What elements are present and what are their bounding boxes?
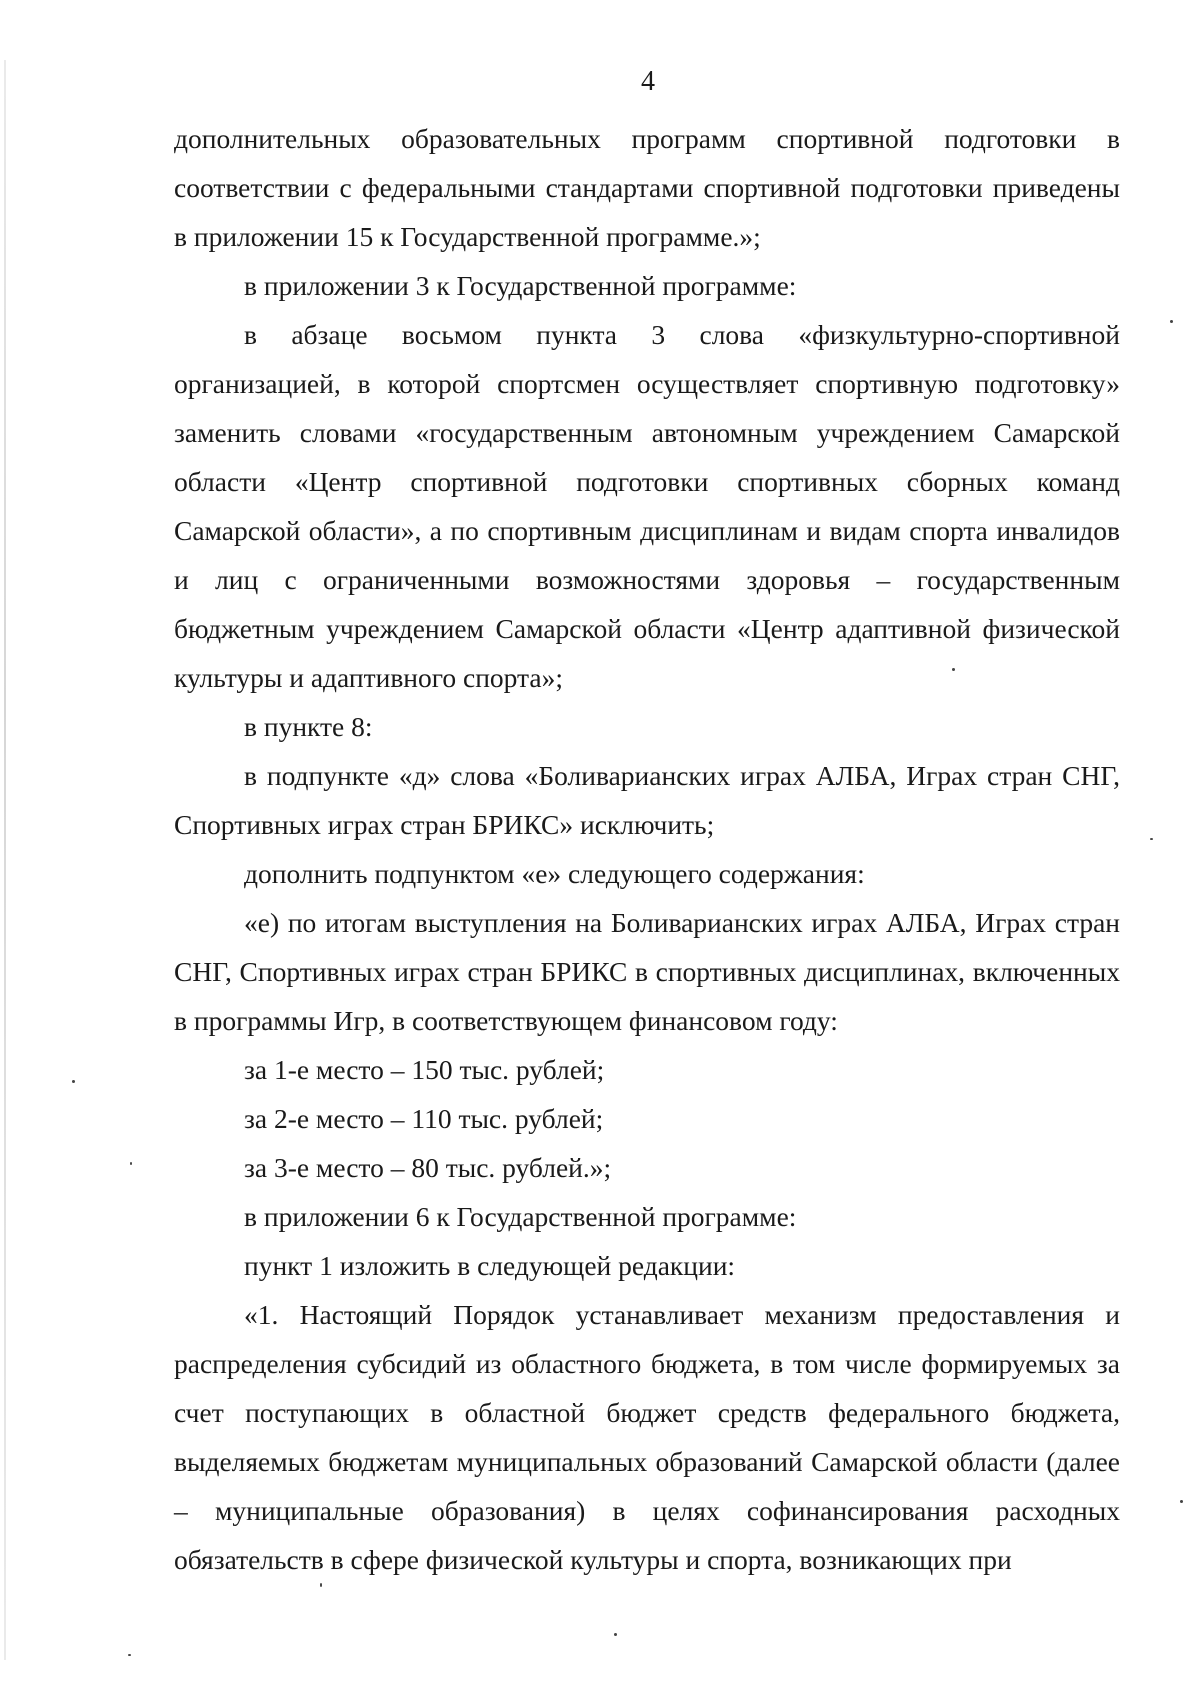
paragraph: за 2-е место – 110 тыс. рублей;	[244, 1103, 604, 1134]
scan-speck	[320, 1583, 322, 1587]
scan-speck	[952, 668, 955, 671]
paragraph: пункт 1 изложить в следующей редакции:	[244, 1250, 736, 1281]
document-body	[174, 114, 1120, 1584]
paragraph: в приложении 6 к Государственной программе:	[244, 1201, 797, 1232]
scan-speck	[1180, 1500, 1183, 1503]
paragraph: за 1-е место – 150 тыс. рублей;	[244, 1054, 605, 1085]
paragraph-continuation: дополнительных образовательных программ спортивной подготовки в соответствии с федеральными стандартами спортивной подготовки приведены в приложении 15 к Государственной программе.»;	[174, 123, 1120, 252]
paragraph: «е) по итогам выступления на Боливарианских играх АЛБА, Играх стран СНГ, Спортивных играх стран БРИКС в спортивных дисциплинах, включенных в программы Игр, в соответствующем финансовом году:	[174, 907, 1120, 1036]
paragraph: в приложении 3 к Государственной программе:	[244, 270, 797, 301]
page-number: 4	[641, 66, 655, 97]
scan-speck	[1150, 838, 1153, 840]
scan-speck	[614, 1633, 617, 1636]
scan-speck	[1170, 320, 1173, 323]
paragraph: дополнить подпунктом «е» следующего содержания:	[244, 858, 865, 889]
scan-edge	[4, 60, 6, 1660]
paragraph: в пункте 8:	[244, 711, 373, 742]
paragraph: в абзаце восьмом пункта 3 слова «физкультурно-спортивной организацией, в которой спортсмен осуществляет спортивную подготовку» заменить словами «государственным автономным учреждением Самарской области «Центр спортивной подготовки спортивных сборных команд Самарской области», а по спортивным дисциплинам и видам спорта инвалидов и лиц с ограниченными возможностями здоровья – государственным бюджетным учреждением Самарской области «Центр адаптивной физической культуры и адаптивного спорта»;	[174, 319, 1120, 693]
paragraph: в подпункте «д» слова «Боливарианских играх АЛБА, Играх стран СНГ, Спортивных играх стран БРИКС» исключить;	[174, 760, 1120, 840]
scan-speck	[72, 1080, 75, 1083]
scan-speck	[130, 1162, 132, 1165]
paragraph: «1. Настоящий Порядок устанавливает механизм предоставления и распределения субсидий из областного бюджета, в том числе формируемых за счет поступающих в областной бюджет средств федерального бюджета, выделяемых бюджетам муниципальных образований Самарской области (далее – муниципальные образования) в целях софинансирования расходных обязательств в сфере физической культуры и спорта, возникающих при	[174, 1299, 1120, 1575]
scan-speck	[128, 1654, 131, 1656]
paragraph: за 3-е место – 80 тыс. рублей.»;	[244, 1152, 612, 1183]
